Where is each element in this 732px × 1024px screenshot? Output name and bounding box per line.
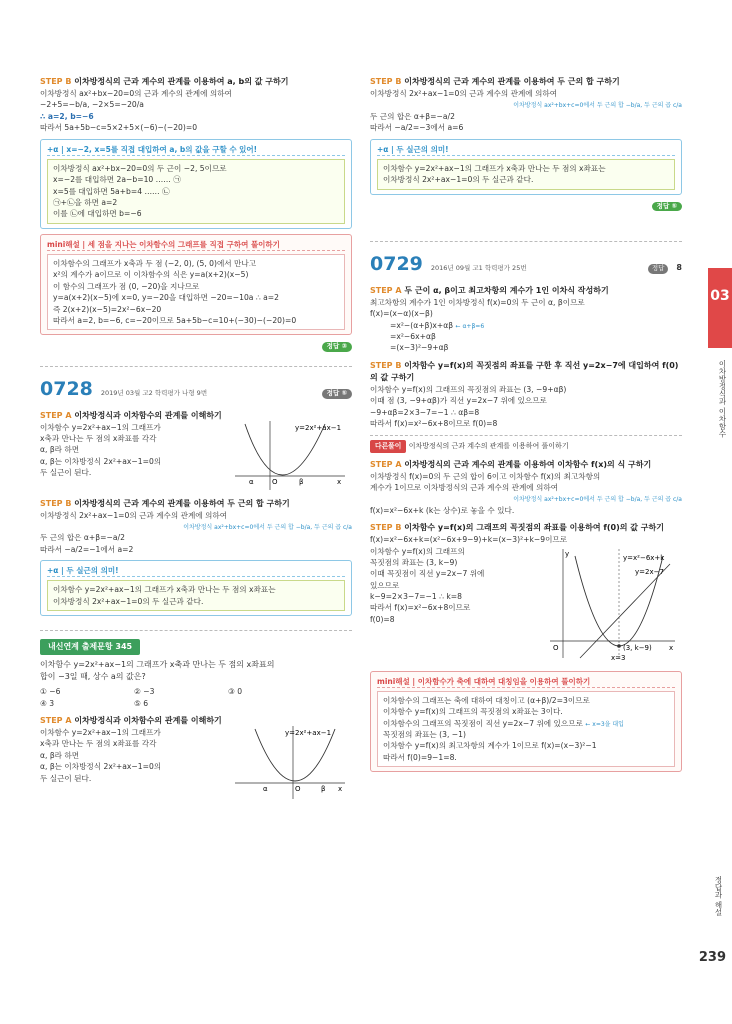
curve-label: y=x²−6x+k [623, 553, 665, 562]
solution-line: −2+5=−b/a, −2×5=−20/a [40, 100, 144, 110]
mini-explanation-box [40, 234, 352, 336]
origin-label: O [553, 643, 559, 652]
solution-line: 따라서 −a/2=−1에서 a=2 [40, 544, 134, 554]
box-line: 이차방정식 ax²+bx−20=0의 두 근이 −2, 5이므로 [53, 163, 227, 173]
solution-line: 최고차항의 계수가 1인 이차방정식 f(x)=0의 두 근이 α, β이므로 [370, 297, 585, 307]
y-axis-label: y [565, 549, 570, 558]
solution-line: x축과 만나는 두 점의 x좌표를 각각 [40, 739, 157, 749]
step-heading: STEP B 이차방정식의 근과 계수의 관계를 이용하여 두 근의 합 구하기 [370, 77, 620, 86]
note: 이차방정식 ax²+bx+c=0에서 두 근의 합 −b/a, 두 근의 곱 c/a [183, 524, 352, 531]
box-line: 꼭짓점의 좌표는 (3, −1) [383, 729, 466, 739]
box-line: 이차함수 y=f(x)의 그래프의 꼭짓점의 x좌표는 3이다. [383, 707, 563, 717]
box-line: 이차함수의 그래프가 x축과 두 점 (−2, 0), (5, 0)에서 만나고 [53, 259, 257, 269]
box-line: 이 함수의 그래프가 점 (0, −20)을 지나므로 [53, 281, 200, 291]
answer-badge: 정답 ⑤ [322, 389, 352, 399]
vertex-label: (3, k−9) [623, 643, 652, 652]
answer-label: 정답 [648, 264, 669, 274]
section-title: 정답과 해설 [714, 876, 723, 916]
answer-badge: 정답 ③ [322, 342, 352, 352]
question-line: 합이 −3일 때, 상수 a의 값은? [40, 672, 146, 682]
plus-alpha-box [40, 139, 352, 229]
x-axis-label: x [337, 477, 342, 486]
solution-line: =x²−(α+β)x+αβ ← α+β=6 [390, 320, 485, 330]
problem-header [40, 375, 352, 404]
step-heading: STEP B 이차방정식의 근과 계수의 관계를 이용하여 a, b의 값 구하기 [40, 77, 289, 86]
curve-label: y=2x²+ax−1 [285, 728, 332, 737]
solution-line: 두 근의 합은 α+β=−a/2 [370, 111, 455, 121]
option[interactable]: ① −6 [40, 687, 61, 697]
problem-number: 0729 [370, 253, 423, 276]
line-label: y=2x−7 [635, 567, 664, 576]
solution-line: x축과 만나는 두 점의 x좌표를 각각 [40, 434, 157, 443]
solution-line: 이차방정식 f(x)=0의 두 근의 합이 6이고 이차함수 f(x)의 최고차항의 [370, 471, 601, 481]
step-heading: STEP A 이차방정식과 이차함수의 관계를 이해하기 [40, 715, 222, 725]
solution-line: α, β는 이차방정식 2x²+ax−1=0의 [40, 762, 162, 772]
solution-line: 따라서 f(x)=x²−6x+8이므로 f(0)=8 [370, 418, 498, 428]
answer-value: 8 [676, 263, 682, 273]
axis-of-symmetry-label: x=3 [611, 653, 626, 661]
plus-alpha-box: +α | 두 실근의 의미! 이차함수 y=2x²+ax−1의 그래프가 x축과 만나는 두 점의 x좌표는 이차방정식 2x²+ax−1=0의 두 실근과 같다. [40, 560, 352, 616]
x-axis-label: x [669, 643, 674, 652]
solution-line: f(x)=(x−α)(x−β) [370, 309, 433, 319]
step-heading: STEP B 이차함수 y=f(x)의 그래프의 꼭짓점의 좌표를 이용하여 f(0)의 값 구하기 [370, 523, 664, 533]
box-line: 이차함수 y=2x²+ax−1의 그래프가 x축과 만나는 두 점의 x좌표는 [53, 585, 276, 595]
solution-line: 이차방정식 2x²+ax−1=0의 근과 계수의 관계에 의하여 [40, 510, 228, 520]
note: 이차방정식 ax²+bx+c=0에서 두 근의 합 −b/a, 두 근의 곱 c/a [513, 102, 682, 110]
plus-alpha-box: +α | 두 실근의 의미! 이차함수 y=2x²+ax−1의 그래프가 x축과 만나는 두 점의 x좌표는 이차방정식 2x²+ax−1=0의 두 실근과 같다. [370, 139, 682, 195]
solution-line: 두 실근이 된다. [40, 773, 92, 783]
solution-line: =x²−6x+αβ [390, 332, 436, 342]
box-line: x²의 계수가 a이므로 이 이차함수의 식은 y=a(x+2)(x−5) [53, 270, 249, 280]
solution-line: 이때 꼭짓점이 직선 y=2x−7 위에 [370, 569, 485, 579]
box-line: 이차함수 y=f(x)의 최고차항의 계수가 1이므로 f(x)=(x−3)²−1 [383, 741, 597, 751]
note: 이차방정식 ax²+bx+c=0에서 두 근의 합 −b/a, 두 근의 곱 c/a [513, 496, 682, 504]
chapter-title: 이차방정식과 이차함수 [718, 360, 727, 438]
solution-line: α, β라 하면 [40, 445, 80, 455]
solution-line: α, β는 이차방정식 2x²+ax−1=0의 [40, 456, 162, 466]
solution-line: α, β라 하면 [40, 750, 80, 760]
step-heading: STEP A 두 근이 α, β이고 최고차항의 계수가 1인 이차식 작성하기 [370, 285, 609, 295]
linked-question-label: 내신연계 출제문항 345 [40, 639, 140, 655]
solution-line: 따라서 5a+5b−c=5×2+5×(−6)−(−20)=0 [40, 123, 198, 133]
beta-label: β [299, 477, 304, 486]
solution-line: 두 실근이 된다. [40, 468, 92, 478]
solution-line: 이차함수 y=2x²+ax−1의 그래프가 [40, 727, 161, 737]
solution-line: 있으므로 [370, 580, 400, 590]
box-line: x=−2를 대입하면 2a−b=10 …… ㉠ [53, 175, 181, 185]
plus-alpha-header: +α | x=−2, x=5를 직접 대입하여 a, b의 값을 구할 수 있어! [47, 144, 345, 156]
left-column [40, 70, 352, 799]
solution-line: 계수가 1이므로 이차방정식의 근과 계수의 관계에 의하여 [370, 482, 559, 492]
alpha-label: α [263, 784, 268, 793]
problem-header [370, 250, 682, 279]
problem-number: 0728 [40, 378, 93, 401]
box-line: x=5를 대입하면 5a+b=4 …… ㉡ [53, 186, 170, 196]
problem-source: 2019년 03월 고2 학력평가 나형 9번 [100, 389, 208, 398]
options [40, 686, 352, 709]
box-line: 이차함수의 그래프는 축에 대하여 대칭이고 (α+β)/2=3이므로 [383, 695, 590, 705]
solution-line: 따라서 −a/2=−3에서 a=6 [370, 123, 464, 133]
solution-line: 이차함수 y=f(x)의 그래프의 [370, 546, 465, 556]
x-axis-label: x [338, 784, 343, 793]
solution-line: f(0)=8 [370, 614, 395, 624]
alpha-label: α [249, 477, 254, 486]
solution-line: 이때 점 (3, −9+αβ)가 직선 y=2x−7 위에 있으므로 [370, 396, 547, 406]
solution-line: k−9=2×3−7=−1 ∴ k=8 [370, 592, 462, 602]
page-number: 239 [698, 950, 726, 965]
origin-label: O [272, 477, 278, 486]
parabola-graph [225, 416, 350, 492]
solution-line: =(x−3)²−9+αβ [390, 343, 449, 353]
alt-solution-header: 다른풀이 이차방정식의 근과 계수의 관계를 이용하여 풀이하기 [370, 440, 682, 452]
origin-label: O [295, 784, 301, 793]
box-line: 즉 2(x+2)(x−5)=2x²−6x−20 [53, 304, 162, 314]
vertex-line-graph [535, 546, 680, 661]
answer-badge: 정답 ⑤ [652, 202, 682, 212]
solution-line: 이차함수 y=2x²+ax−1의 그래프가 [40, 422, 161, 432]
curve-label: y=2x²+ax−1 [295, 423, 342, 432]
solution-line: f(x)=x²−6x+k (k는 상수)로 놓을 수 있다. [370, 505, 515, 515]
box-line: y=a(x+2)(x−5)에 x=0, y=−20을 대입하면 −20=−10a ∴ a=2 [53, 293, 279, 303]
option[interactable]: ④ 3 [40, 698, 55, 708]
step-heading: STEP A 이차방정식의 근과 계수의 관계를 이용하여 이차함수 f(x)의 식 구하기 [370, 459, 652, 469]
box-line: 이차방정식 2x²+ax−1=0의 두 실근과 같다. [53, 596, 204, 606]
mini-explanation-box: mini해설 | 이차함수가 축에 대하여 대칭임을 이용하여 풀이하기 이차함수의 그래프는 축에 대하여 대칭이고 (α+β)/2=3이므로 이차함수 y=f(x)의 그래프의 꼭짓점의 x좌표는 3이다. 이차함수의 그래프의 꼭짓점이 직선 y=2x−7 위에 있으므로 ← x=3을 대입 꼭짓점의 좌표는 (3, −1) 이차함수 y=f(x)의 최고차항의 계수가 1이므로 f(x)=(x−3)²−1 따라서 f(0)=9−1=8. [370, 671, 682, 773]
parabola-graph [225, 721, 350, 801]
step-heading: STEP B 이차방정식의 근과 계수의 관계를 이용하여 두 근의 합 구하기 [40, 498, 290, 508]
step-heading: STEP B 이차함수 y=f(x)의 꼭짓점의 좌표를 구한 후 직선 y=2x−7에 대입하여 f(0)의 값 구하기 [370, 360, 679, 382]
option[interactable]: ③ 0 [228, 687, 243, 697]
box-line: 이차방정식 2x²+ax−1=0의 두 실근과 같다. [383, 175, 534, 185]
mini-header: mini해설 | 세 점을 지나는 이차함수의 그래프를 직접 구하여 풀이하기 [47, 239, 345, 251]
question-line: 이차함수 y=2x²+ax−1의 그래프가 x축과 만나는 두 점의 x좌표의 [40, 660, 275, 670]
box-line: 따라서 a=2, b=−6, c=−20이므로 5a+5b−c=10+(−30)−(−20)=0 [53, 315, 297, 325]
box-line: 따라서 f(0)=9−1=8. [383, 752, 457, 762]
solution-line: 따라서 f(x)=x²−6x+8이므로 [370, 603, 471, 613]
step-heading: STEP A 이차방정식과 이차함수의 관계를 이해하기 [40, 410, 222, 420]
solution-line: −9+αβ=2×3−7=−1 ∴ αβ=8 [370, 407, 480, 417]
solution-line: 꼭짓점의 좌표는 (3, k−9) [370, 557, 458, 567]
solution-line: f(x)=x²−6x+k=(x²−6x+9−9)+k=(x−3)²+k−9이므로 [370, 535, 568, 545]
right-column [370, 70, 682, 777]
option[interactable]: ② −3 [134, 687, 155, 697]
problem-source: 2016년 09월 고1 학력평가 25번 [430, 264, 527, 273]
box-line: 이차함수 y=2x²+ax−1의 그래프가 x축과 만나는 두 점의 x좌표는 [383, 163, 606, 173]
box-line: 이를 ㉡에 대입하면 b=−6 [53, 209, 142, 219]
chapter-tab: 03 [708, 268, 732, 348]
solution-line: 두 근의 합은 α+β=−a/2 [40, 533, 125, 543]
solution-line: ∴ a=2, b=−6 [40, 111, 94, 121]
solution-line: 이차함수 y=f(x)의 그래프의 꼭짓점의 좌표는 (3, −9+αβ) [370, 384, 567, 394]
option[interactable]: ⑤ 6 [134, 698, 149, 708]
solution-line: 이차방정식 2x²+ax−1=0의 근과 계수의 관계에 의하여 [370, 89, 558, 98]
beta-label: β [321, 784, 326, 793]
box-line: ㉠+㉡을 하면 a=2 [53, 197, 118, 207]
box-line: 이차함수의 그래프의 꼭짓점이 직선 y=2x−7 위에 있으므로 ← x=3을 대입 [383, 718, 624, 728]
solution-line: 이차방정식 ax²+bx−20=0의 근과 계수의 관계에 의하여 [40, 89, 232, 98]
